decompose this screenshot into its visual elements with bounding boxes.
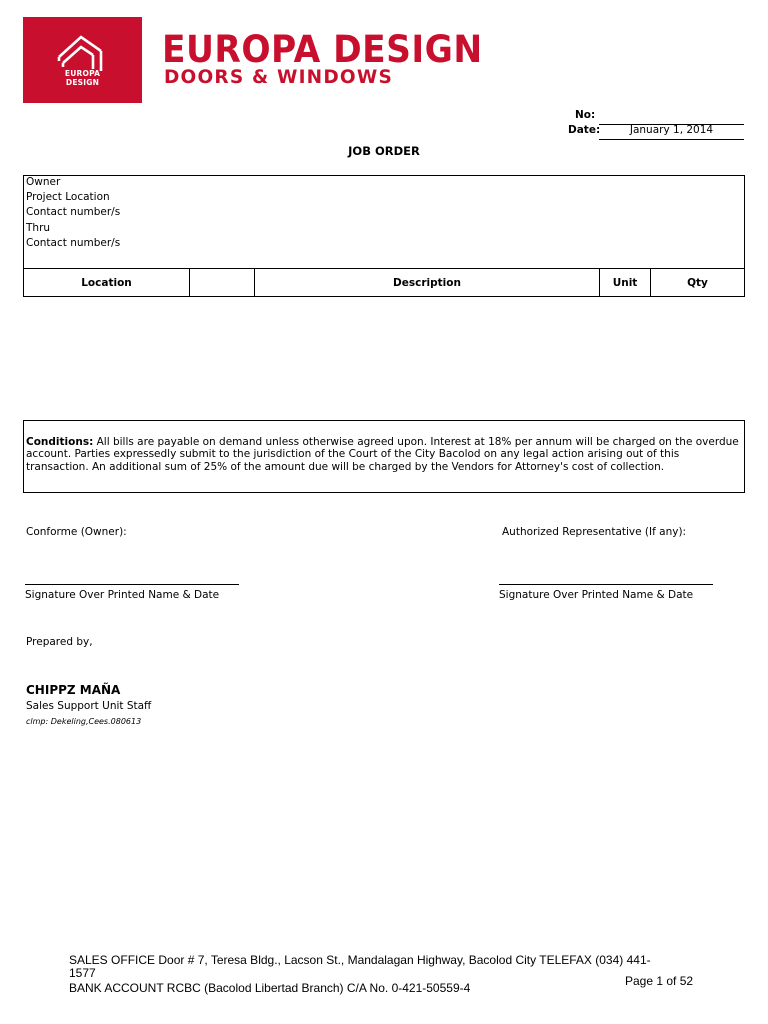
footer-address-line2: 1577 — [69, 966, 96, 980]
logo-text-line1: EUROPA — [64, 69, 101, 78]
owner-signature-caption: Signature Over Printed Name & Date — [25, 589, 220, 601]
prepared-by-label: Prepared by, — [26, 636, 93, 648]
col-header-description: Description — [255, 268, 600, 297]
conditions-text-1: All bills are payable on demand unless otherwise agreed upon. Interest at 18% per annum will be charged on the overdue — [93, 436, 739, 448]
contact-number-label: Contact number/s — [26, 206, 121, 218]
reference-code: clmp: Dekeling,Cees.080613 — [26, 717, 142, 726]
doc-title: JOB ORDER — [348, 144, 420, 158]
preparer-role: Sales Support Unit Staff — [26, 700, 152, 712]
owner-label: Owner — [26, 176, 61, 188]
footer-bank-account: BANK ACCOUNT RCBC (Bacolod Libertad Branch) C/A No. 0-421-50559-4 — [69, 981, 471, 995]
conforme-owner-label: Conforme (Owner): — [26, 526, 127, 538]
col-header-unit: Unit — [600, 268, 651, 297]
conditions-line3: transaction. An additional sum of 25% of the amount due will be charged by the Vendors for Attorney's cost of collection. — [26, 461, 665, 473]
preparer-name: CHIPPZ MAÑA — [26, 683, 121, 697]
company-logo — [23, 17, 142, 103]
conditions-line2: account. Parties expressedly submit to the jurisdiction of the Court of the City Bacolod on any legal action arising out of this — [26, 448, 680, 460]
thru-contact-number-label: Contact number/s — [26, 237, 121, 249]
rep-signature-line — [499, 584, 713, 585]
brand-subtitle: DOORS & WINDOWS — [164, 67, 393, 88]
date-value: January 1, 2014 — [629, 124, 714, 136]
owner-signature-line — [25, 584, 239, 585]
authorized-rep-label: Authorized Representative (If any): — [502, 526, 687, 538]
col-header-location: Location — [24, 268, 190, 297]
page-number: Page 1 of 52 — [625, 974, 694, 988]
footer-address-line1: SALES OFFICE Door # 7, Teresa Bldg., Lacson St., Mandalagan Highway, Bacolod City TELEFAX (034) 441- — [69, 953, 651, 967]
col-header-blank — [190, 268, 255, 297]
conditions-label: Conditions: — [26, 436, 94, 448]
brand-title: EUROPA DESIGN — [162, 28, 483, 71]
logo-text-line2: DESIGN — [65, 78, 100, 87]
no-label: No: — [575, 109, 596, 121]
thru-label: Thru — [26, 222, 51, 234]
project-location-label: Project Location — [26, 191, 110, 203]
date-label: Date: — [568, 124, 601, 136]
col-header-qty: Qty — [687, 276, 708, 289]
date-underline — [599, 139, 744, 140]
rep-signature-caption: Signature Over Printed Name & Date — [499, 589, 694, 601]
